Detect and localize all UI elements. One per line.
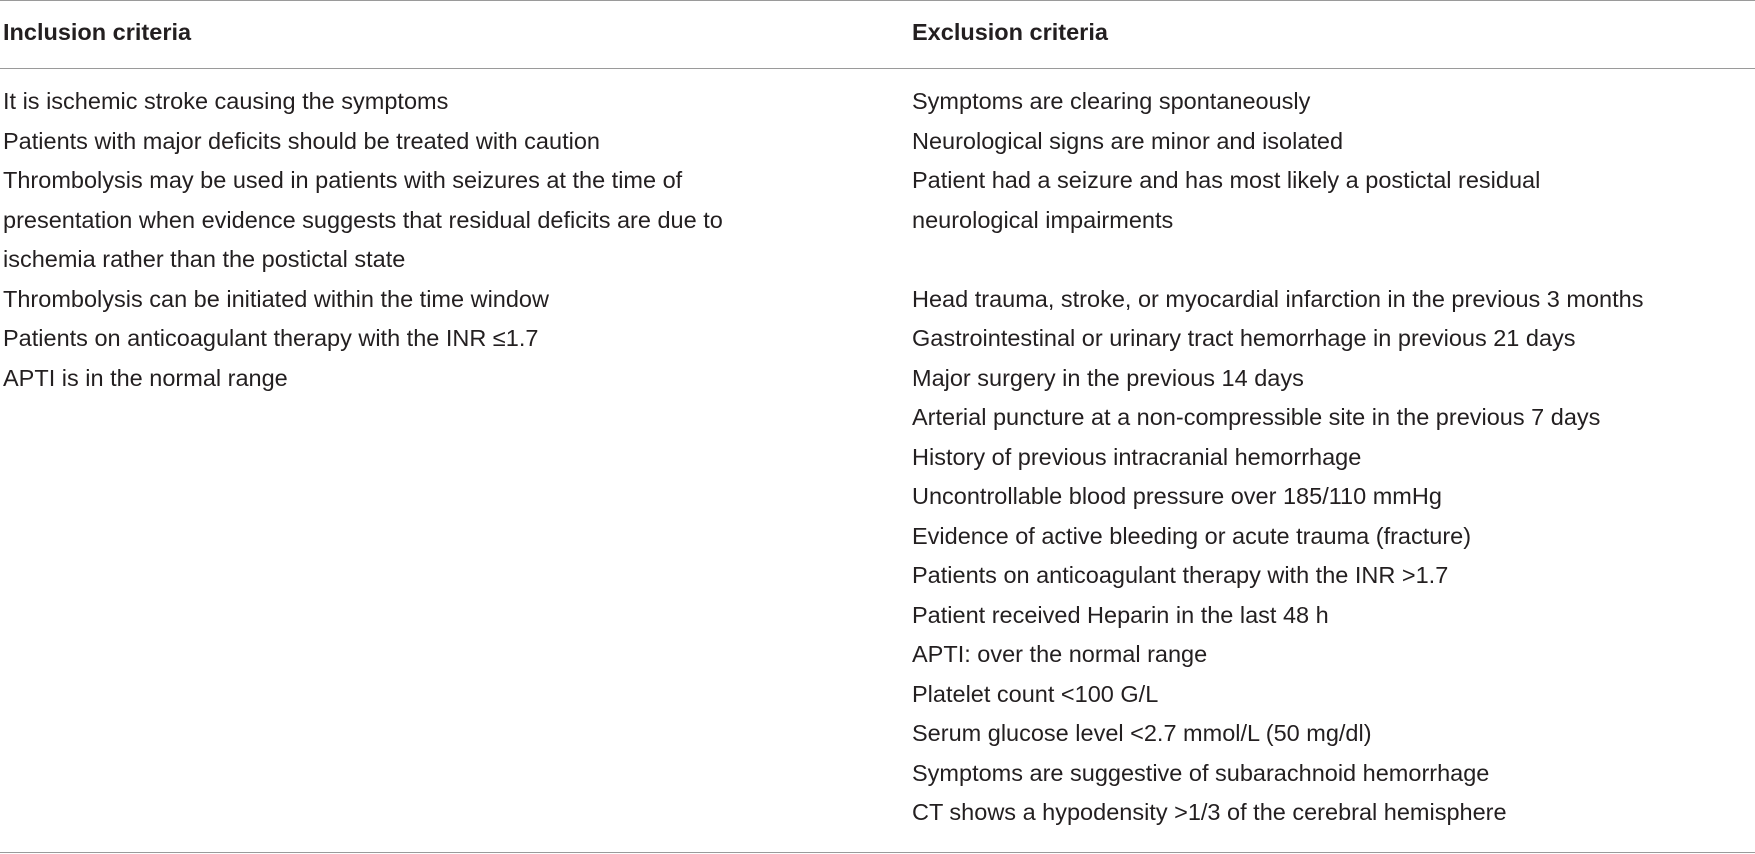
exclusion-criterion: Neurological signs are minor and isolated (912, 127, 1344, 154)
exclusion-criterion: Arterial puncture at a non-compressible site in the previous 7 days (912, 404, 1601, 430)
inclusion-criterion-line: ischemia rather than the postictal state (3, 246, 406, 272)
inclusion-criteria-header: Inclusion criteria (3, 19, 192, 45)
exclusion-criterion: Evidence of active bleeding or acute trauma (fracture) (912, 522, 1472, 549)
exclusion-criterion: CT shows a hypodensity >1/3 of the cerebral hemisphere (912, 799, 1507, 825)
exclusion-criterion-line: neurological impairments (912, 206, 1174, 233)
exclusion-criterion: Patient received Heparin in the last 48 h (912, 601, 1329, 628)
inclusion-criterion: Patients with major deficits should be treated with caution (3, 127, 600, 154)
inclusion-criterion-line: Thrombolysis may be used in patients with seizures at the time of (3, 167, 683, 193)
exclusion-criterion-spacer (912, 240, 1752, 280)
exclusion-criterion: APTI: over the normal range (912, 641, 1208, 667)
inclusion-criterion: Patients on anticoagulant therapy with the INR ≤1.7 (3, 325, 539, 351)
inclusion-criterion (3, 161, 823, 280)
exclusion-criterion: Symptoms are suggestive of subarachnoid hemorrhage (912, 759, 1490, 786)
inclusion-criterion-line: presentation when evidence suggests that residual deficits are due to (3, 206, 723, 233)
exclusion-criterion: Uncontrollable blood pressure over 185/110 mmHg (912, 483, 1442, 509)
inclusion-criterion: APTI is in the normal range (3, 364, 288, 391)
inclusion-criterion: Thrombolysis can be initiated within the time window (3, 285, 549, 312)
exclusion-criterion: Patients on anticoagulant therapy with the INR >1.7 (912, 562, 1449, 588)
exclusion-criterion: History of previous intracranial hemorrhage (912, 443, 1362, 470)
exclusion-criteria-list (912, 82, 1752, 833)
exclusion-criterion (912, 161, 1752, 280)
table-top-rule (0, 0, 1755, 1)
exclusion-criterion: Major surgery in the previous 14 days (912, 364, 1304, 391)
table-header-rule (0, 68, 1755, 69)
exclusion-criterion: Serum glucose level <2.7 mmol/L (50 mg/dl) (912, 720, 1372, 746)
exclusion-criteria-header: Exclusion criteria (912, 19, 1108, 45)
inclusion-criterion: It is ischemic stroke causing the symptoms (3, 88, 449, 114)
exclusion-criterion: Platelet count <100 G/L (912, 680, 1159, 707)
inclusion-criteria-list (3, 82, 823, 398)
table-bottom-rule (0, 852, 1755, 853)
exclusion-criterion-line: Patient had a seizure and has most likely a postictal residual (912, 167, 1541, 193)
exclusion-criterion: Head trauma, stroke, or myocardial infarction in the previous 3 months (912, 285, 1644, 312)
exclusion-criterion: Gastrointestinal or urinary tract hemorrhage in previous 21 days (912, 325, 1576, 351)
exclusion-criterion: Symptoms are clearing spontaneously (912, 88, 1311, 114)
